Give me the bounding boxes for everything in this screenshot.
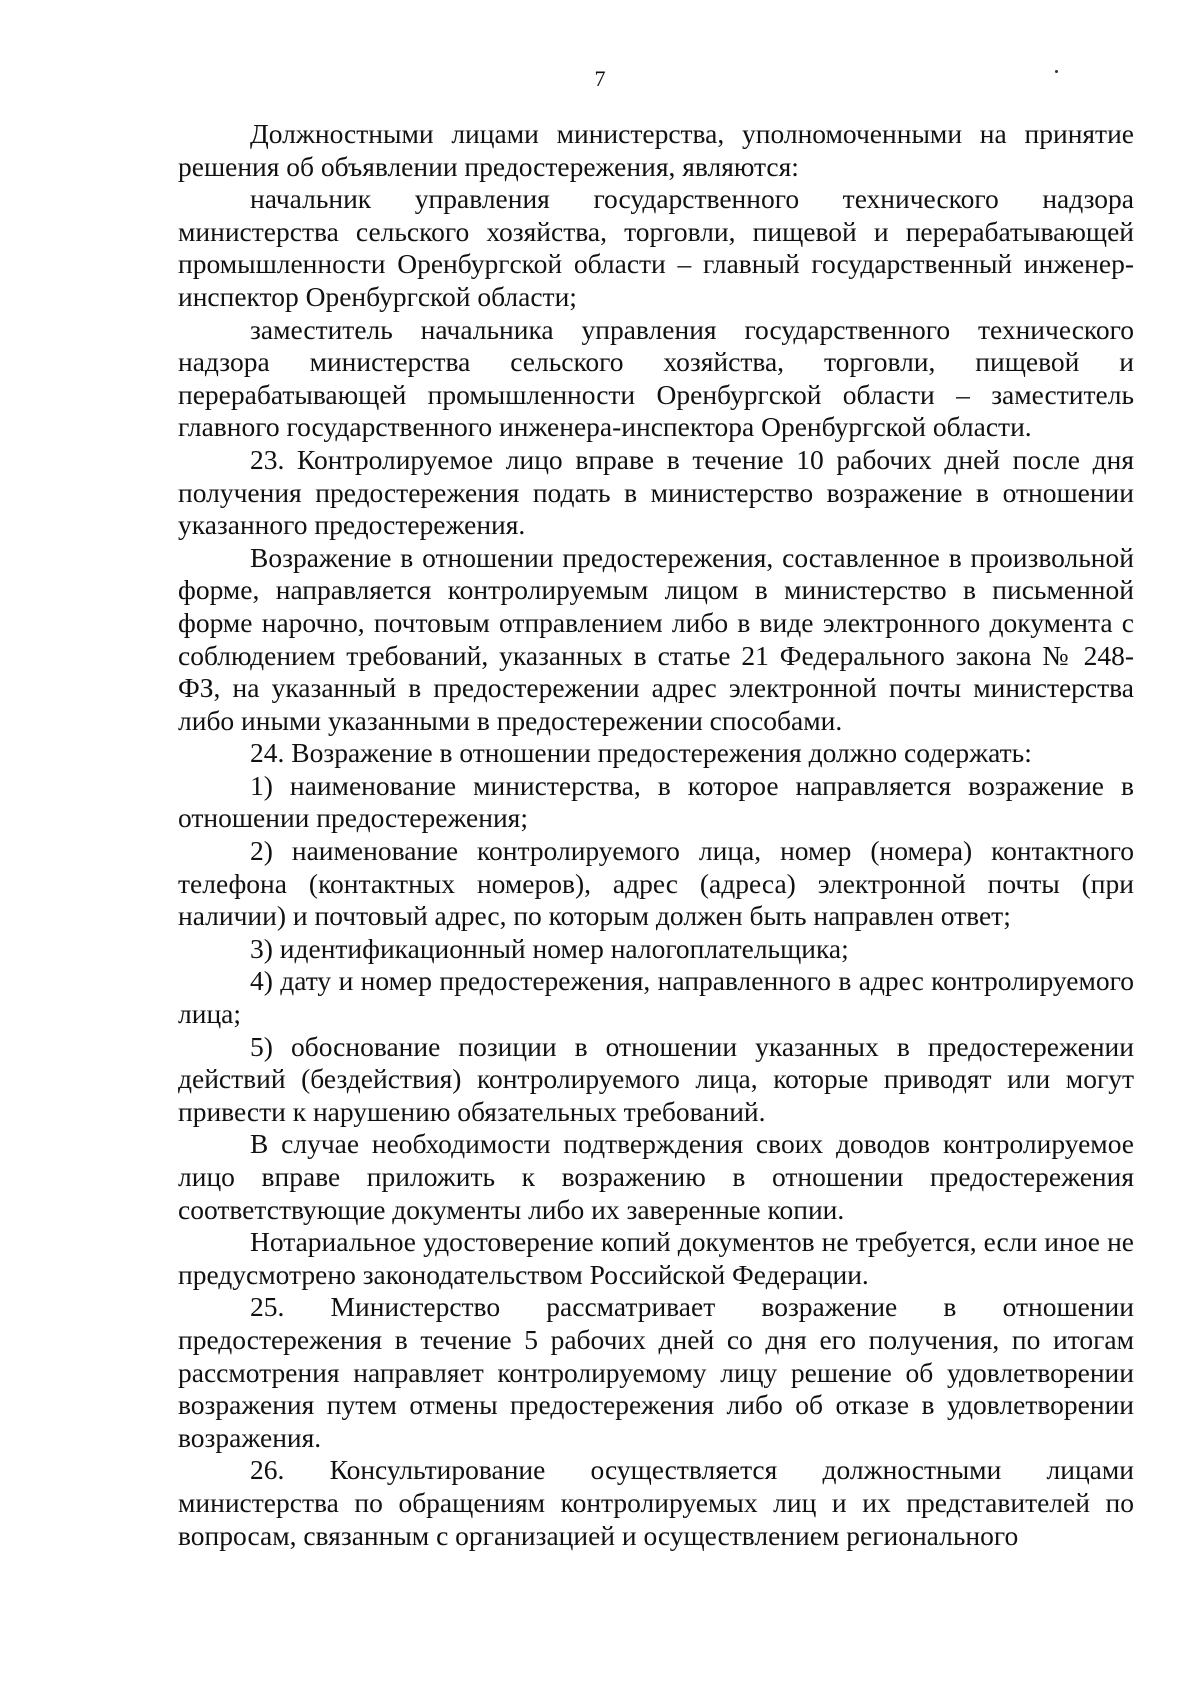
paragraph-clause-26: 26. Консультирование осуществляется должностными лицами министерства по обращениям контролируемых лиц и их представителей по вопросам, связанным с организацией и осуществлением регионального (178, 1454, 1134, 1551)
page-number: 7 (594, 66, 606, 91)
paragraph-supporting-documents: В случае необходимости подтверждения своих доводов контролируемое лицо вправе приложить к возражению в отношении предостережения соответствующие документы либо их заверенные копии. (178, 1128, 1134, 1225)
list-item-3: 3) идентификационный номер налогоплательщика; (250, 932, 849, 964)
paragraph-clause-25: 25. Министерство рассматривает возражение в отношении предостережения в течение 5 рабочих дней со дня его получения, по итогам рассмотрения направляет контролируемому лицу решение об удовлетворении возражения путем отмены предостережения либо об отказе в удовлетворении возражения. (178, 1291, 1134, 1453)
paragraph-notarization: Нотариальное удостоверение копий документов не требуется, если иное не предусмотрено законодательством Российской Федерации. (178, 1226, 1134, 1290)
paragraph-objection-form: Возражение в отношении предостережения, составленное в произвольной форме, направляется контролируемым лицом в министерство в письменной форме нарочно, почтовым отправлением либо в виде электронного документа с соблюдением требований, указанных в статье 21 Федерального закона № 248-ФЗ, на указанный в предостережении адрес электронной почты министерства либо иными указанными в предостережении способами. (178, 541, 1134, 736)
paragraph-officials-intro: Должностными лицами министерства, уполномоченными на принятие решения об объявлении предостережения, являются: (178, 118, 1134, 182)
list-item-2: 2) наименование контролируемого лица, номер (номера) контактного телефона (контактных номеров), адрес (адреса) электронной почты (при наличии) и почтовый адрес, по которым должен быть направлен ответ; (178, 835, 1134, 932)
paragraph-clause-24: 24. Возражение в отношении предостережения должно содержать: (250, 737, 1032, 769)
scan-artifact-dot (1055, 70, 1058, 73)
paragraph-deputy-head: заместитель начальника управления государственного технического надзора министерства сельского хозяйства, торговли, пищевой и перерабатывающей промышленности Оренбургской области – заместитель главного государственного инженера-инспектора Оренбургской области. (178, 313, 1134, 443)
list-item-1: 1) наименование министерства, в которое направляется возражение в отношении предостережения; (178, 769, 1134, 834)
paragraph-head-of-department: начальник управления государственного технического надзора министерства сельского хозяйства, торговли, пищевой и перерабатывающей промышленности Оренбургской области – главный государственный инженер-инспектор Оренбургской области; (178, 183, 1134, 312)
paragraph-clause-23: 23. Контролируемое лицо вправе в течение 10 рабочих дней после дня получения предостережения подать в министерство возражение в отношении указанного предостережения. (178, 443, 1134, 541)
document-body (178, 118, 1134, 1552)
list-item-5: 5) обоснование позиции в отношении указанных в предостережении действий (бездействия) контролируемого лица, которые приводят или могут привести к нарушению обязательных требований. (178, 1030, 1134, 1127)
list-item-4: 4) дату и номер предостережения, направленного в адрес контролируемого лица; (178, 965, 1134, 1030)
